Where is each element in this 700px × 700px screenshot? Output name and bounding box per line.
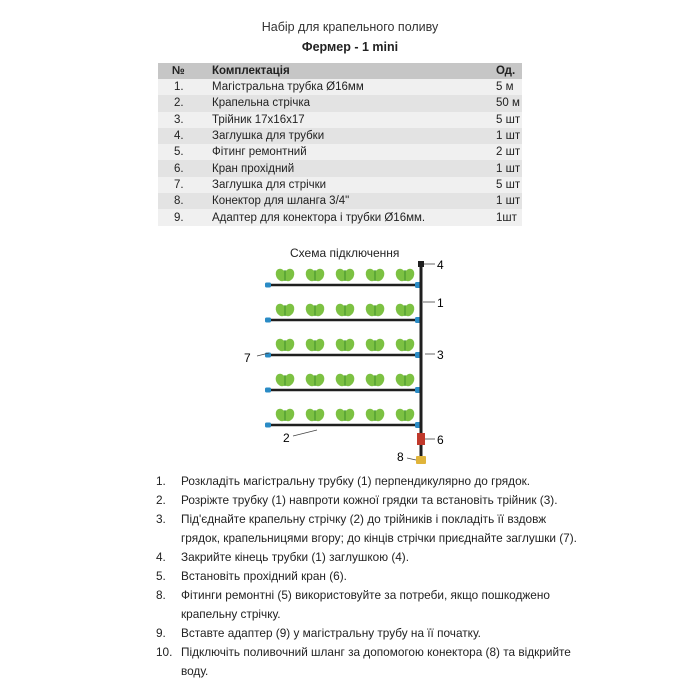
instruction-step: [156, 586, 586, 624]
row-number: 6.: [158, 160, 212, 176]
row-number: 3.: [158, 112, 212, 128]
header-components: Комплектація: [212, 63, 496, 79]
drip-rows: [265, 267, 422, 428]
label-7: 7: [244, 351, 251, 365]
row-qty: 1шт: [496, 209, 522, 225]
row-item: Трійник 17х16х17: [212, 112, 496, 128]
row-number: 5.: [158, 144, 212, 160]
step-text: Закрийте кінець трубки (1) заглушкою (4).: [181, 550, 410, 564]
row-number: 8.: [158, 193, 212, 209]
valve: [417, 433, 425, 445]
row-item: Конектор для шланга 3/4": [212, 193, 496, 209]
label-1: 1: [437, 296, 444, 310]
row-item: Крапельна стрічка: [212, 95, 496, 111]
instruction-step: [156, 472, 586, 491]
table-row: [158, 177, 522, 193]
connection-diagram: [235, 258, 465, 468]
tape-end-plug: [265, 388, 271, 393]
table-row: [158, 193, 522, 209]
end-cap: [418, 261, 424, 267]
row-item: Заглушка для стрічки: [212, 177, 496, 193]
tape-end-plug: [265, 423, 271, 428]
step-text: Розріжте трубку (1) навпроти кожної грядки та встановіть трійник (3).: [181, 493, 558, 507]
tape-end-plug: [265, 318, 271, 323]
header-number: №: [158, 63, 212, 79]
row-item: Фітинг ремонтний: [212, 144, 496, 160]
row-qty: 5 шт: [496, 177, 522, 193]
row-item: Кран прохідний: [212, 160, 496, 176]
instruction-step: [156, 567, 586, 586]
document-title: Набір для крапельного поливу: [261, 20, 439, 34]
instruction-step: [156, 548, 586, 567]
row-number: 2.: [158, 95, 212, 111]
tape-end-plug: [265, 283, 271, 288]
label-8: 8: [397, 450, 404, 464]
leader-2: [293, 430, 317, 436]
row-number: 9.: [158, 209, 212, 225]
table-row: [158, 79, 522, 95]
row-item: Магістральна трубка Ø16мм: [212, 79, 496, 95]
row-qty: 5 шт: [496, 112, 522, 128]
row-qty: 1 шт: [496, 193, 522, 209]
header-units: Од.: [496, 63, 522, 79]
row-qty: 1 шт: [496, 128, 522, 144]
step-number: 8.: [156, 588, 166, 602]
step-text: Вставте адаптер (9) у магістральну трубу на її початку.: [181, 626, 481, 640]
step-text: Фітинги ремонтні (5) використовуйте за потреби, якщо пошкоджено крапельну стрічку.: [181, 588, 550, 621]
label-6: 6: [437, 433, 444, 447]
table-row: [158, 95, 522, 111]
step-number: 2.: [156, 493, 166, 507]
label-3: 3: [437, 348, 444, 362]
instruction-step: [156, 643, 586, 681]
label-2: 2: [283, 431, 290, 445]
step-number: 5.: [156, 569, 166, 583]
table-row: [158, 144, 522, 160]
step-number: 4.: [156, 550, 166, 564]
step-number: 1.: [156, 474, 166, 488]
instruction-step: [156, 510, 586, 548]
step-text: Під'єднайте крапельну стрічку (2) до трійників і покладіть її вздовж грядок, крапельницями вгору; до кінців стрічки приєднайте заглушки (7).: [181, 512, 577, 545]
row-qty: 5 м: [496, 79, 522, 95]
kit-name: Фермер - 1 mini: [301, 40, 399, 54]
scheme-title: Схема підключення: [290, 246, 400, 260]
row-number: 1.: [158, 79, 212, 95]
table-row: [158, 160, 522, 176]
step-text: Розкладіть магістральну трубку (1) перпендикулярно до грядок.: [181, 474, 531, 488]
table-row: [158, 128, 522, 144]
row-qty: 50 м: [496, 95, 522, 111]
step-number: 3.: [156, 512, 166, 526]
row-item: Адаптер для конектора і трубки Ø16мм.: [212, 209, 496, 225]
table-header-row: [158, 63, 522, 79]
row-item: Заглушка для трубки: [212, 128, 496, 144]
row-number: 4.: [158, 128, 212, 144]
components-table: [158, 63, 522, 226]
step-number: 10.: [156, 645, 173, 659]
step-text: Підключіть поливочний шланг за допомогою конектора (8) та відкрийте воду.: [181, 645, 571, 678]
instructions-list: [156, 472, 586, 681]
label-4: 4: [437, 258, 444, 272]
row-qty: 2 шт: [496, 144, 522, 160]
instruction-step: [156, 491, 586, 510]
leader-8: [407, 458, 416, 460]
hose-connector: [416, 456, 426, 464]
table-row: [158, 112, 522, 128]
step-number: 9.: [156, 626, 166, 640]
step-text: Встановіть прохідний кран (6).: [181, 569, 347, 583]
row-qty: 1 шт: [496, 160, 522, 176]
instruction-step: [156, 624, 586, 643]
row-number: 7.: [158, 177, 212, 193]
table-row: [158, 209, 522, 225]
